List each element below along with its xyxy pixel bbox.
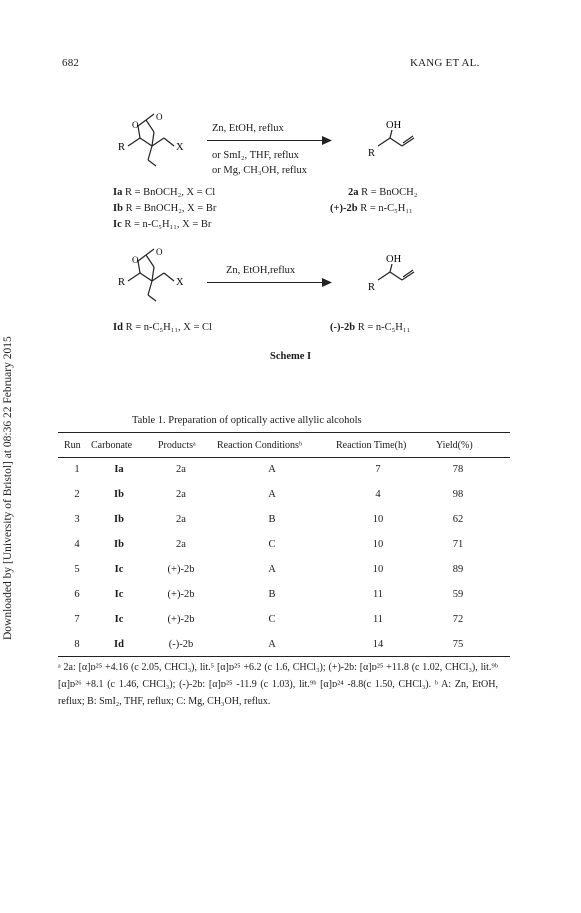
cell-condition: A — [268, 564, 276, 575]
cell-condition: A — [268, 639, 276, 650]
conditions-1b: or SmI₂, THF, reflux — [212, 150, 299, 161]
atom-oh: OH — [386, 254, 402, 265]
reactant-1a: Ia R = BnOCH₂, X = Cl — [113, 187, 216, 198]
cell-time: 10 — [372, 539, 384, 550]
arrowhead-icon — [322, 136, 332, 145]
carbonate-structure-2 — [110, 247, 210, 309]
cell-product: (+)-2b — [167, 564, 195, 575]
cell-yield: 78 — [452, 464, 464, 475]
conditions-1a: Zn, EtOH, reflux — [212, 123, 284, 134]
product-2a: 2a R = BnOCH₂ — [348, 187, 418, 198]
atom-o2: O — [156, 247, 163, 257]
cell-product: 2a — [176, 539, 186, 550]
cell-condition: A — [268, 464, 276, 475]
cell-time: 4 — [375, 489, 381, 500]
cell-run: 4 — [74, 539, 80, 550]
page-number: 682 — [62, 57, 80, 69]
column-header-products: Productsᵃ — [158, 440, 196, 451]
atom-r: R — [368, 148, 376, 159]
arrowhead-icon — [322, 278, 332, 287]
atom-x: X — [176, 142, 184, 153]
cell-product: (+)-2b — [167, 614, 195, 625]
cell-run: 7 — [74, 614, 80, 625]
reactant-1b: Ib R = BnOCH₂, X = Br — [113, 203, 217, 214]
column-header-conditions: Reaction Conditionsᵇ — [217, 440, 303, 451]
table-rule-header — [58, 457, 510, 458]
cell-carbonate: Ic — [114, 564, 124, 575]
cell-carbonate: Ib — [114, 514, 124, 525]
cell-condition: C — [268, 539, 276, 550]
cell-time: 7 — [375, 464, 381, 475]
atom-oh: OH — [386, 120, 402, 131]
allylic-alcohol-structure-1 — [364, 118, 444, 162]
table-rule-top — [58, 432, 510, 433]
cell-carbonate: Ia — [114, 464, 124, 475]
cell-yield: 62 — [452, 514, 464, 525]
cell-run: 6 — [74, 589, 80, 600]
column-header-carbonate: Carbonate — [91, 440, 133, 451]
cell-yield: 71 — [452, 539, 464, 550]
scheme-title: Scheme I — [270, 351, 312, 362]
atom-x: X — [176, 277, 184, 288]
atom-o1: O — [132, 255, 139, 265]
atom-o2: O — [156, 112, 163, 122]
cell-run: 2 — [74, 489, 80, 500]
cell-carbonate: Ib — [114, 539, 124, 550]
atom-r: R — [118, 142, 126, 153]
cell-yield: 89 — [452, 564, 464, 575]
cell-time: 14 — [372, 639, 384, 650]
cell-product: (-)-2b — [168, 639, 194, 650]
cell-carbonate: Id — [114, 639, 124, 650]
cell-yield: 98 — [452, 489, 464, 500]
cell-time: 11 — [372, 614, 384, 625]
table-rule-bottom — [58, 656, 510, 657]
cell-condition: C — [268, 614, 276, 625]
reaction-arrow-1 — [207, 140, 327, 141]
reaction-arrow-2 — [207, 282, 327, 283]
conditions-1c: or Mg, CH₃OH, reflux — [212, 165, 307, 176]
cell-run: 3 — [74, 514, 80, 525]
cell-product: 2a — [176, 464, 186, 475]
product-2b-plus: (+)-2b R = n-C₅H₁₁ — [330, 203, 413, 214]
cell-condition: B — [268, 514, 276, 525]
cell-run: 5 — [74, 564, 80, 575]
cell-product: 2a — [176, 514, 186, 525]
cell-run: 8 — [74, 639, 80, 650]
cell-product: 2a — [176, 489, 186, 500]
reactant-1c: Ic R = n-C₅H₁₁, X = Br — [113, 219, 212, 230]
atom-o1: O — [132, 120, 139, 130]
atom-r: R — [368, 282, 376, 293]
table-footnote: ᵃ 2a: [α]ᴅ²⁵ +4.16 (c 2.05, CHCl₃), lit.⁵ [α]ᴅ²⁵ +6.2 (c 1.6, CHCl₃); (+)-2b: [α]ᴅ²⁵ +11.8 (c 1.02, CHCl₃), lit.⁹ᵇ [α]ᴅ²⁶ +8.1 (c 1.46, CHCl₃); (-)-2b: [α]ᴅ²⁵ -11.9 (c 1.03), lit.⁹ᵇ [α]ᴅ²⁴ -8.8(c 1.50, CHCl₃). ᵇ A: Zn, EtOH, reflux; B: SmI₂, THF, reflux; C: Mg, CH₃OH, reflux. — [58, 662, 498, 707]
download-watermark: Downloaded by [University of Bristol] at 08:36 22 February 2015 — [2, 336, 14, 640]
cell-product: (+)-2b — [167, 589, 195, 600]
cell-carbonate: Ic — [114, 589, 124, 600]
cell-carbonate: Ic — [114, 614, 124, 625]
allylic-alcohol-structure-2 — [364, 252, 444, 296]
cell-time: 10 — [372, 564, 384, 575]
column-header-run: Run — [64, 440, 81, 451]
product-2b-minus: (-)-2b R = n-C₅H₁₁ — [330, 322, 411, 333]
carbonate-structure-1 — [110, 112, 210, 174]
reactant-1d: Id R = n-C₅H₁₁, X = Cl — [113, 322, 212, 333]
column-header-yield: Yield(%) — [436, 440, 473, 451]
cell-run: 1 — [74, 464, 80, 475]
atom-r: R — [118, 277, 126, 288]
cell-yield: 75 — [452, 639, 464, 650]
cell-yield: 72 — [452, 614, 464, 625]
cell-time: 11 — [372, 589, 384, 600]
column-header-time: Reaction Time(h) — [336, 440, 407, 451]
cell-carbonate: Ib — [114, 489, 124, 500]
cell-yield: 59 — [452, 589, 464, 600]
table-caption: Table 1. Preparation of optically active allylic alcohols — [132, 415, 362, 426]
cell-condition: B — [268, 589, 276, 600]
running-head: KANG ET AL. — [410, 57, 480, 69]
cell-time: 10 — [372, 514, 384, 525]
conditions-2: Zn, EtOH,reflux — [226, 265, 296, 276]
cell-condition: A — [268, 489, 276, 500]
